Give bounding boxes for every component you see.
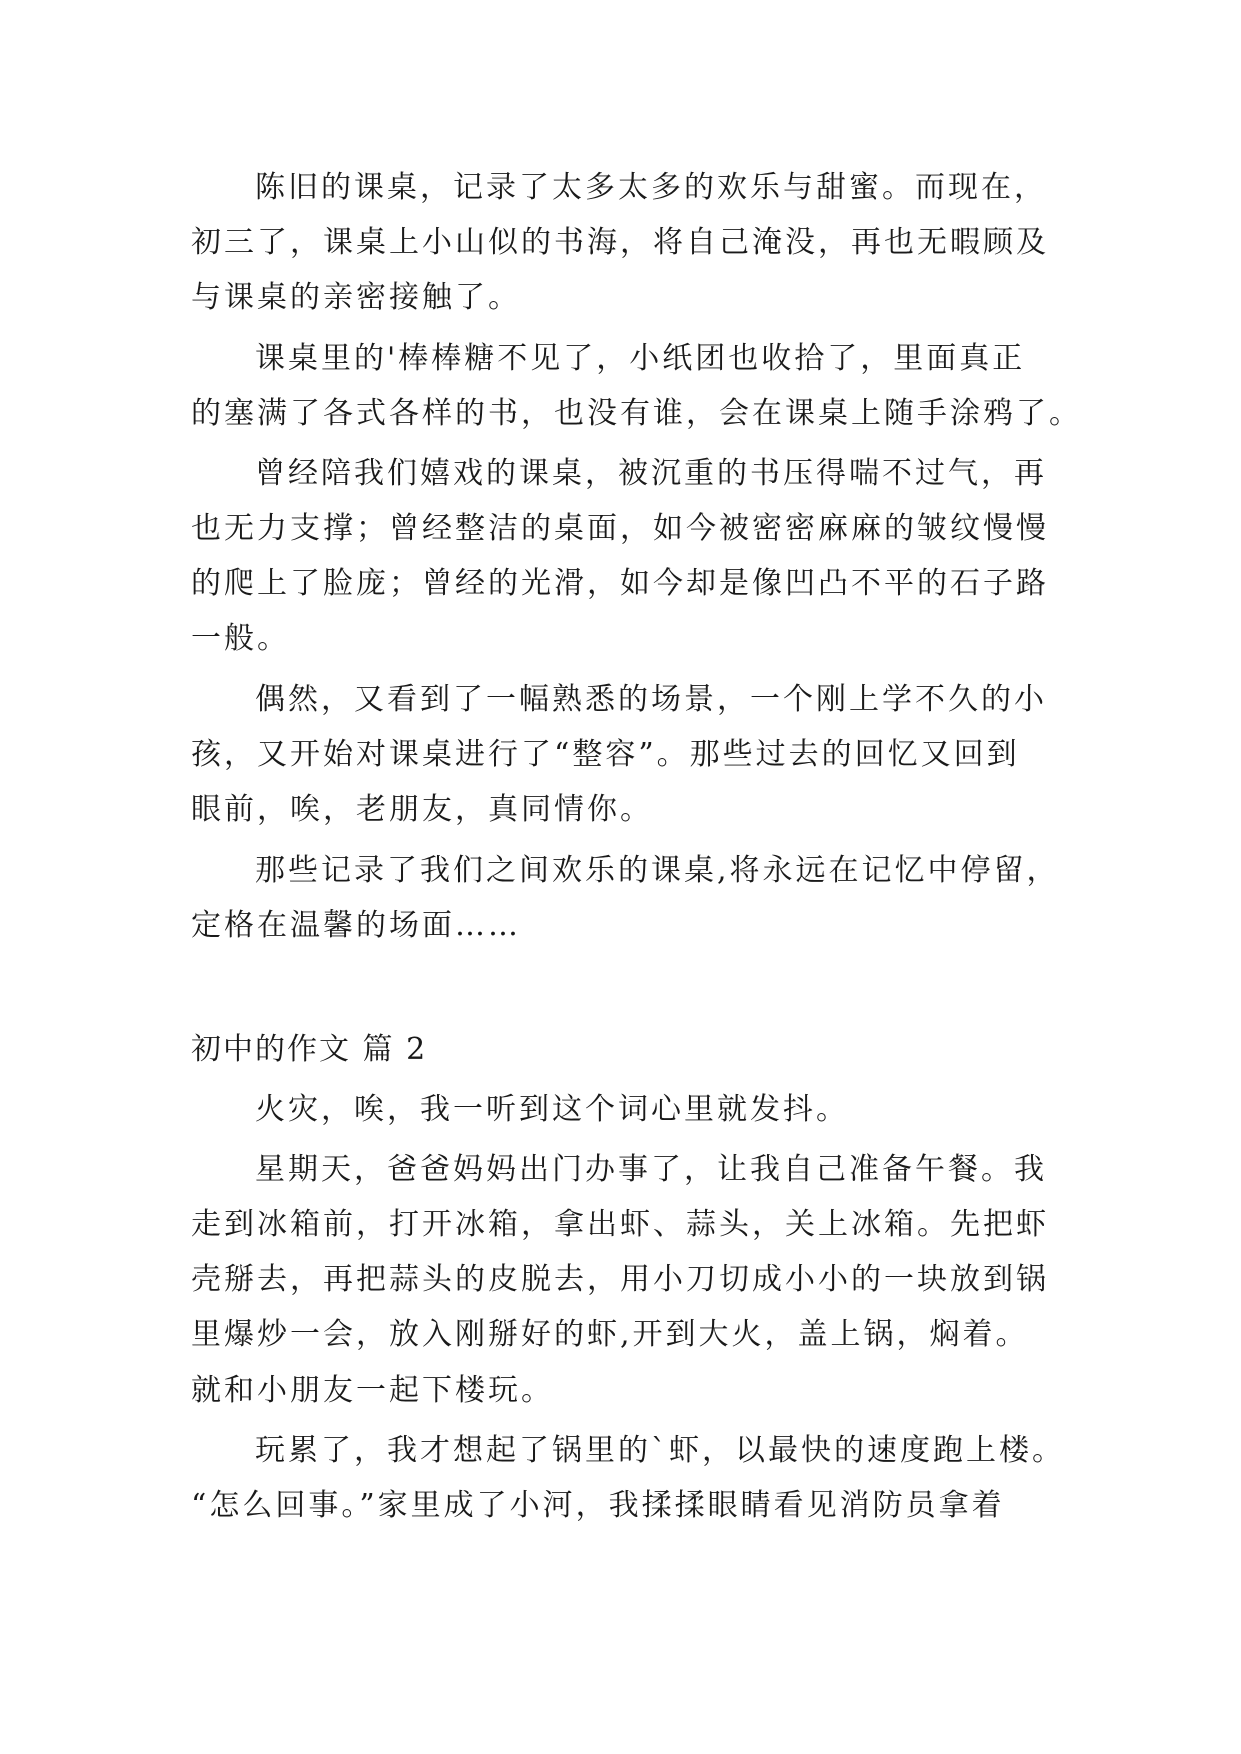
paragraph-line: 走到冰箱前，打开冰箱，拿出虾、蒜头，关上冰箱。先把虾 bbox=[191, 1207, 1049, 1242]
paragraph-line: 玩累了，我才想起了锅里的`虾，以最快的速度跑上楼。 bbox=[255, 1433, 1065, 1468]
paragraph-line: 的塞满了各式各样的书，也没有谁，会在课桌上随手涂鸦了。 bbox=[191, 396, 1082, 431]
paragraph-line: 一般。 bbox=[191, 621, 290, 656]
paragraph-line: 的爬上了脸庞；曾经的光滑，如今却是像凹凸不平的石子路 bbox=[191, 566, 1049, 601]
paragraph-line: 星期天，爸爸妈妈出门办事了，让我自己准备午餐。我 bbox=[255, 1152, 1047, 1187]
section-heading: 初中的作文 篇 2 bbox=[191, 1032, 428, 1067]
paragraph-line: 初三了，课桌上小山似的书海，将自己淹没，再也无暇顾及 bbox=[191, 225, 1049, 260]
paragraph-line: 也无力支撑；曾经整洁的桌面，如今被密密麻麻的皱纹慢慢 bbox=[191, 511, 1049, 546]
paragraph-line: 壳掰去，再把蒜头的皮脱去，用小刀切成小小的一块放到锅 bbox=[191, 1262, 1049, 1297]
paragraph-line: 定格在温馨的场面…… bbox=[191, 908, 521, 943]
paragraph-line: 孩，又开始对课桌进行了“整容”。那些过去的回忆又回到 bbox=[191, 737, 1020, 772]
paragraph-line: 曾经陪我们嬉戏的课桌，被沉重的书压得喘不过气，再 bbox=[255, 456, 1047, 491]
paragraph-line: 偶然，又看到了一幅熟悉的场景，一个刚上学不久的小 bbox=[255, 682, 1047, 717]
paragraph-line: 眼前，唉，老朋友，真同情你。 bbox=[191, 792, 653, 827]
paragraph-line: 就和小朋友一起下楼玩。 bbox=[191, 1373, 554, 1408]
paragraph-line: 陈旧的课桌，记录了太多太多的欢乐与甜蜜。而现在， bbox=[255, 170, 1047, 205]
paragraph-line: 火灾，唉，我一听到这个词心里就发抖。 bbox=[255, 1092, 849, 1127]
paragraph-line: 里爆炒一会，放入刚掰好的虾,开到大火，盖上锅，焖着。 bbox=[191, 1317, 1029, 1352]
paragraph-line: 那些记录了我们之间欢乐的课桌,将永远在记忆中停留， bbox=[255, 853, 1060, 888]
paragraph-line: 课桌里的'棒棒糖不见了，小纸团也收拾了，里面真正 bbox=[255, 341, 1026, 376]
paragraph-line: 与课桌的亲密接触了。 bbox=[191, 280, 521, 315]
paragraph-line: “怎么回事。”家里成了小河，我揉揉眼睛看见消防员拿着 bbox=[191, 1488, 1005, 1523]
